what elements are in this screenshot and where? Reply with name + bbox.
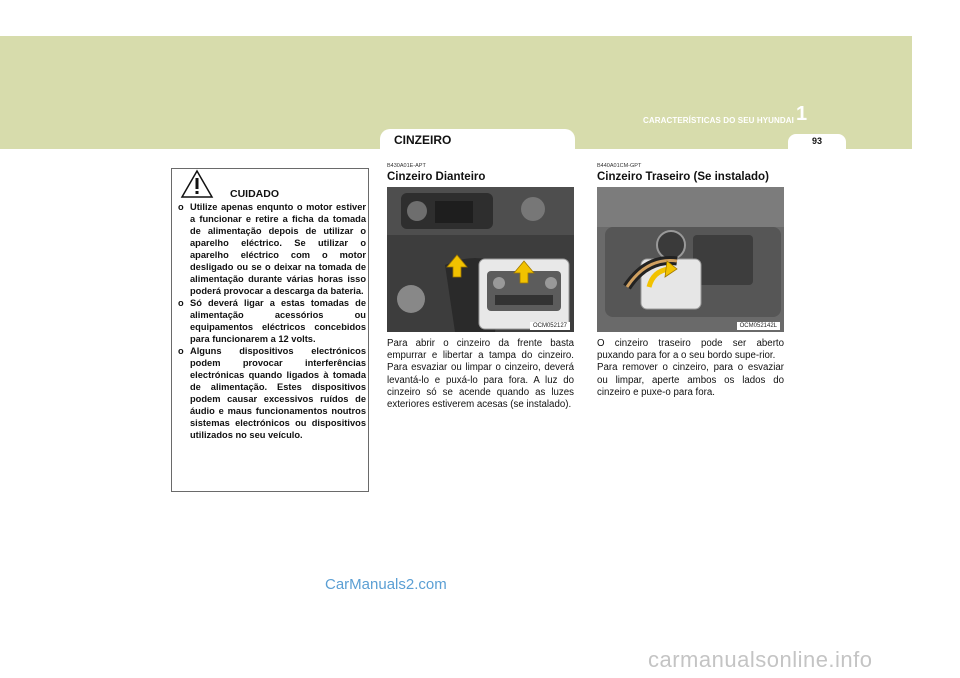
caution-item-text: Só deverá ligar a estas tomadas de alimentação acessórios ou equipamentos eléctricos concebidos para funcionarem a 12 volts. bbox=[190, 298, 366, 344]
caution-item bbox=[178, 345, 366, 441]
section-tab bbox=[380, 129, 575, 149]
page-tab bbox=[788, 134, 846, 149]
chapter-title: CARACTERÍSTICAS DO SEU HYUNDAI bbox=[642, 116, 794, 125]
front-ashtray-photo bbox=[387, 187, 574, 332]
front-heading: Cinzeiro Dianteiro bbox=[387, 171, 486, 183]
site-watermark[interactable]: CarManuals2.com bbox=[325, 576, 447, 593]
section-code: B440A01CM-GPT bbox=[597, 163, 642, 169]
rear-ashtray-photo bbox=[597, 187, 784, 332]
caution-item-text: Alguns dispositivos electrónicos podem provocar interferências electrónicas quando ligados à tomada de alimentação. Estes dispositivos podem causar excessivos ruídos de áudio e maus funcionamentos noutros sistemas electrónicos ou dispositivos utilizados no seu veículo. bbox=[190, 346, 366, 440]
rear-body-text bbox=[597, 338, 784, 399]
front-body-text bbox=[387, 338, 574, 411]
rear-ashtray-column bbox=[597, 163, 784, 399]
section-code: B430A01E-APT bbox=[387, 163, 426, 169]
rear-heading: Cinzeiro Traseiro (Se instalado) bbox=[597, 171, 769, 183]
caution-title: CUIDADO bbox=[230, 188, 279, 200]
image-label: OCM052142L bbox=[737, 322, 780, 330]
caution-item bbox=[178, 201, 366, 297]
page-number: 93 bbox=[811, 136, 822, 146]
front-paragraph: Para abrir o cinzeiro da frente basta empurrar e libertar a tampa do cinzeiro. Para esvaziar ou limpar o cinzeiro, deverá levantá-lo e puxá-lo para fora. A luz do cinzeiro só se acende quando as luzes exteriores estiverem acesas (se instalado). bbox=[387, 338, 574, 411]
caution-box bbox=[171, 168, 369, 492]
image-label: OCM052127 bbox=[530, 322, 570, 330]
caution-list bbox=[178, 201, 366, 441]
bullet: o bbox=[178, 346, 184, 356]
front-ashtray-column bbox=[387, 163, 574, 411]
rear-ashtray-illustration bbox=[597, 187, 784, 332]
section-title: CINZEIRO bbox=[394, 133, 452, 147]
front-ashtray-illustration bbox=[387, 187, 574, 332]
rear-paragraph-1: O cinzeiro traseiro pode ser aberto puxando para for a o seu bordo supe-rior. bbox=[597, 338, 784, 362]
caution-item-text: Utilize apenas enqunto o motor estiver a funcionar e retire a ficha da tomada de alimentação depois de utilizar o aparelho eléctrico. Se utilizar o aparelho eléctrico com o motor desligado ou se o deixar na tomada de alimentação durante várias horas isso poderá provocar a descarga da bateria. bbox=[190, 202, 366, 296]
footer-watermark: carmanualsonline.info bbox=[648, 647, 873, 672]
warning-triangle-icon bbox=[180, 169, 214, 199]
bullet: o bbox=[178, 202, 184, 212]
chapter-number: 1 bbox=[796, 103, 808, 125]
caution-item bbox=[178, 297, 366, 345]
rear-paragraph-2: Para remover o cinzeiro, para o esvaziar ou limpar, aperte ambos os lados do cinzeiro e puxe-o para fora. bbox=[597, 362, 784, 398]
bullet: o bbox=[178, 298, 184, 308]
